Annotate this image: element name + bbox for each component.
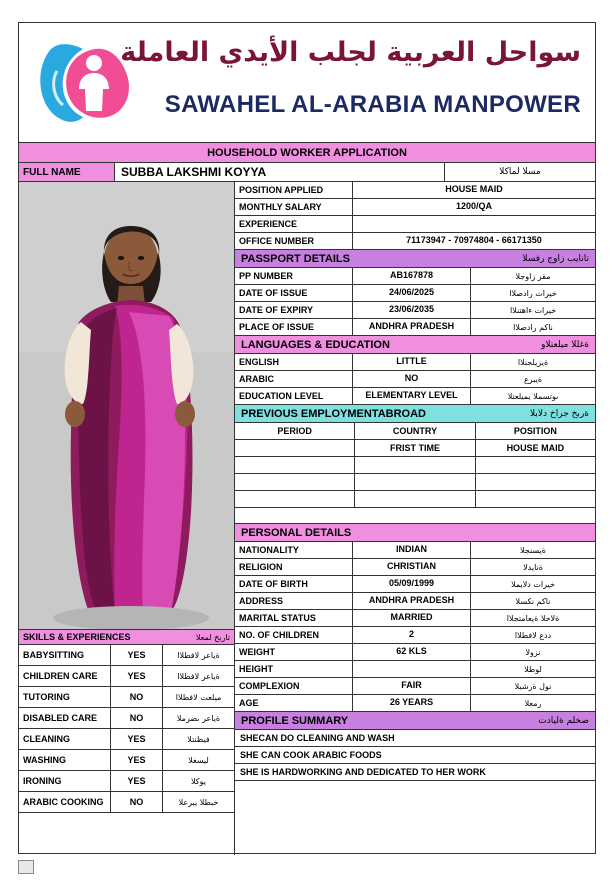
english-row xyxy=(235,354,595,371)
skill-arabic: يوكلا xyxy=(191,776,206,786)
age-label: AGE xyxy=(235,695,353,711)
monthly-salary-row xyxy=(235,199,595,216)
date-of-issue-row xyxy=(235,285,595,302)
personal-details-section-header xyxy=(235,524,595,542)
country-value xyxy=(355,474,475,490)
country-value xyxy=(355,457,475,473)
skill-row xyxy=(19,771,234,792)
profile-summary-line: SHE CAN COOK ARABIC FOODS xyxy=(235,747,595,764)
period-value xyxy=(235,457,355,473)
column-country: COUNTRY xyxy=(355,423,475,439)
skill-value: NO xyxy=(111,792,163,812)
skill-value: YES xyxy=(111,666,163,686)
period-value xyxy=(235,440,355,456)
previous-employment-section-title-arabic: ةربخ جراخ دلابلا xyxy=(530,408,589,419)
pp-number-value: AB167878 xyxy=(353,268,471,284)
address-arabic: ناكم نكسلا xyxy=(515,596,551,606)
form-title-banner: HOUSEHOLD WORKER APPLICATION xyxy=(19,143,595,163)
date-of-issue-label: DATE OF ISSUE xyxy=(235,285,353,301)
english-label: ENGLISH xyxy=(235,354,353,370)
age-arabic: رمعلا xyxy=(524,698,542,708)
skill-arabic: ليسغلا xyxy=(188,755,209,765)
position-value: HOUSE MAID xyxy=(506,443,565,453)
skill-label: WASHING xyxy=(19,750,111,770)
no-of-children-value: 2 xyxy=(353,627,471,643)
form-body xyxy=(19,182,595,855)
date-of-birth-label: DATE OF BIRTH xyxy=(235,576,353,592)
date-of-expiry-label: DATE OF EXPIRY xyxy=(235,302,353,318)
previous-employment-section-title: PREVIOUS EMPLOYMENTABROAD xyxy=(241,407,426,420)
skill-label: CLEANING xyxy=(19,729,111,749)
previous-employment-row xyxy=(235,491,595,508)
education-level-value: ELEMENTARY LEVEL xyxy=(353,388,471,404)
complexion-arabic: نول ةرشبلا xyxy=(514,681,552,691)
office-number-row xyxy=(235,233,595,250)
pp-number-label: PP NUMBER xyxy=(235,268,353,284)
skills-section-title: SKILLS & EXPERIENCES xyxy=(23,632,131,642)
english-arabic: ةيزيلجنلاا xyxy=(517,357,549,367)
skill-row xyxy=(19,750,234,771)
education-level-arabic: ىوتسملا يميلعتلا xyxy=(507,391,559,401)
full-name-value: SUBBA LAKSHMI KOYYA xyxy=(115,163,445,181)
right-column xyxy=(235,182,595,855)
previous-employment-row xyxy=(235,457,595,474)
skill-label: ARABIC COOKING xyxy=(19,792,111,812)
skills-section-title-arabic: تاربخ لمعلا xyxy=(195,632,230,642)
profile-summary-section-title-arabic: صخلم ةليادت xyxy=(538,715,589,726)
english-value: LITTLE xyxy=(353,354,471,370)
column-position: POSITION xyxy=(513,426,557,436)
address-label: ADDRESS xyxy=(235,593,353,609)
position-value xyxy=(476,491,595,507)
full-name-arabic: مسلا لماكلا xyxy=(499,167,541,177)
skill-row xyxy=(19,687,234,708)
nationality-value: INDIAN xyxy=(353,542,471,558)
arabic-value: NO xyxy=(353,371,471,387)
religion-label: RELIGION xyxy=(235,559,353,575)
religion-value: CHRISTIAN xyxy=(353,559,471,575)
previous-employment-section-header xyxy=(235,405,595,423)
date-of-expiry-value: 23/06/2035 xyxy=(353,302,471,318)
passport-section-title-arabic: تانايب زاوج رفسلا xyxy=(522,253,589,264)
profile-summary-section-header xyxy=(235,712,595,730)
languages-section-header xyxy=(235,336,595,354)
place-of-issue-arabic: ناكم رادصلاا xyxy=(513,322,553,332)
no-of-children-arabic: ددع لافطلاا xyxy=(514,630,552,640)
languages-section-title: LANGUAGES & EDUCATION xyxy=(241,338,390,351)
experience-row xyxy=(235,216,595,233)
arabic-label: ARABIC xyxy=(235,371,353,387)
position-applied-row xyxy=(235,182,595,199)
skill-value: NO xyxy=(111,708,163,728)
company-name-arabic: سواحل العربية لجلب الأيدي العاملة xyxy=(120,37,581,68)
skill-row xyxy=(19,645,234,666)
previous-employment-row xyxy=(235,474,595,491)
marital-status-row xyxy=(235,610,595,627)
personal-details-section-title: PERSONAL DETAILS xyxy=(241,526,352,539)
skill-value: YES xyxy=(111,750,163,770)
nationality-label: NATIONALITY xyxy=(235,542,353,558)
height-value xyxy=(353,661,471,677)
period-value xyxy=(235,491,355,507)
address-value: ANDHRA PRADESH xyxy=(353,593,471,609)
skill-arabic: ميلعت لافطلاا xyxy=(175,692,222,702)
full-name-row xyxy=(19,163,595,182)
education-level-label: EDUCATION LEVEL xyxy=(235,388,353,404)
date-of-birth-arabic: خيرات دلايملا xyxy=(511,579,555,589)
experience-value xyxy=(353,216,595,232)
religion-arabic: ةنايدلا xyxy=(523,562,543,572)
profile-summary-line: SHECAN DO CLEANING AND WASH xyxy=(235,730,595,747)
office-number-value: 71173947 - 70974804 - 66171350 xyxy=(406,235,542,246)
section-spacer xyxy=(235,508,595,524)
languages-section-title-arabic: ةغللا ميلعتلاو xyxy=(541,339,589,350)
applicant-photo xyxy=(19,182,234,630)
skill-row xyxy=(19,708,234,729)
date-of-birth-value: 05/09/1999 xyxy=(353,576,471,592)
skill-row xyxy=(19,792,234,813)
full-name-label: FULL NAME xyxy=(19,163,115,181)
religion-row xyxy=(235,559,595,576)
weight-label: WEIGHT xyxy=(235,644,353,660)
no-of-children-label: NO. OF CHILDREN xyxy=(235,627,353,643)
date-of-issue-value: 24/06/2025 xyxy=(353,285,471,301)
skill-row xyxy=(19,666,234,687)
skill-label: DISABLED CARE xyxy=(19,708,111,728)
pp-number-row xyxy=(235,268,595,285)
age-value: 26 YEARS xyxy=(353,695,471,711)
skill-value: YES xyxy=(111,729,163,749)
complexion-label: COMPLEXION xyxy=(235,678,353,694)
nationality-arabic: ةيسنجلا xyxy=(520,545,546,555)
education-level-row xyxy=(235,388,595,405)
pp-number-arabic: مقر زاوجلا xyxy=(515,271,551,281)
position-applied-value: HOUSE MAID xyxy=(445,184,503,195)
skill-arabic: ةياعر ىضرملا xyxy=(176,713,221,723)
place-of-issue-row xyxy=(235,319,595,336)
country-value xyxy=(355,491,475,507)
arabic-row xyxy=(235,371,595,388)
age-row xyxy=(235,695,595,712)
nationality-row xyxy=(235,542,595,559)
right-column-filler xyxy=(235,781,595,855)
experience-label: EXPERIENCE xyxy=(235,216,353,232)
passport-section-header xyxy=(235,250,595,268)
date-of-issue-arabic: خيرات رادصلاا xyxy=(509,288,557,298)
place-of-issue-value: ANDHRA PRADESH xyxy=(353,319,471,335)
skill-label: BABYSITTING xyxy=(19,645,111,665)
page-corner-marker xyxy=(18,860,34,874)
profile-summary-section-title: PROFILE SUMMARY xyxy=(241,714,349,727)
skill-label: CHILDREN CARE xyxy=(19,666,111,686)
skill-arabic: ةياعر لافطلاا xyxy=(177,650,220,660)
skills-section-header xyxy=(19,630,234,645)
height-arabic: لوطلا xyxy=(524,664,542,674)
marital-status-label: MARITAL STATUS xyxy=(235,610,353,626)
arabic-arabic: ةيبرع xyxy=(523,374,543,384)
country-value: FRIST TIME xyxy=(355,440,475,456)
position-applied-label: POSITION APPLIED xyxy=(235,182,353,198)
address-row xyxy=(235,593,595,610)
weight-value: 62 KLS xyxy=(353,644,471,660)
skill-value: YES xyxy=(111,771,163,791)
monthly-salary-label: MONTHLY SALARY xyxy=(235,199,353,215)
skill-value: YES xyxy=(111,645,163,665)
height-row xyxy=(235,661,595,678)
passport-section-title: PASSPORT DETAILS xyxy=(241,252,350,265)
monthly-salary-value: 1200/QA xyxy=(455,201,493,212)
skill-arabic: فيظنتلا xyxy=(187,734,210,744)
left-column xyxy=(19,182,235,855)
no-of-children-row xyxy=(235,627,595,644)
position-value xyxy=(476,457,595,473)
date-of-birth-row xyxy=(235,576,595,593)
form-header xyxy=(19,23,595,143)
skill-value: NO xyxy=(111,687,163,707)
left-column-filler xyxy=(19,813,234,855)
position-value xyxy=(476,474,595,490)
complexion-row xyxy=(235,678,595,695)
skill-label: TUTORING xyxy=(19,687,111,707)
height-label: HEIGHT xyxy=(235,661,353,677)
weight-row xyxy=(235,644,595,661)
skill-arabic: خبطلا يبرعلا xyxy=(178,797,219,807)
date-of-expiry-row xyxy=(235,302,595,319)
complexion-value: FAIR xyxy=(353,678,471,694)
marital-status-arabic: ةلاحلا ةيعامتجلاا xyxy=(506,613,560,623)
application-form xyxy=(18,22,596,854)
office-number-label: OFFICE NUMBER xyxy=(235,233,353,249)
previous-employment-columns xyxy=(235,423,595,440)
period-value xyxy=(235,474,355,490)
date-of-expiry-arabic: خيرات ءاهتنلاا xyxy=(509,305,557,315)
column-period: PERIOD xyxy=(235,423,355,439)
company-name-english: SAWAHEL AL-ARABIA MANPOWER xyxy=(164,91,581,118)
skill-row xyxy=(19,729,234,750)
skill-arabic: ةياعر لافطلاا xyxy=(177,671,220,681)
place-of-issue-label: PLACE OF ISSUE xyxy=(235,319,353,335)
marital-status-value: MARRIED xyxy=(353,610,471,626)
skill-label: IRONING xyxy=(19,771,111,791)
weight-arabic: نزولا xyxy=(525,647,541,657)
previous-employment-row xyxy=(235,440,595,457)
profile-summary-line: SHE IS HARDWORKING AND DEDICATED TO HER WORK xyxy=(235,764,595,781)
